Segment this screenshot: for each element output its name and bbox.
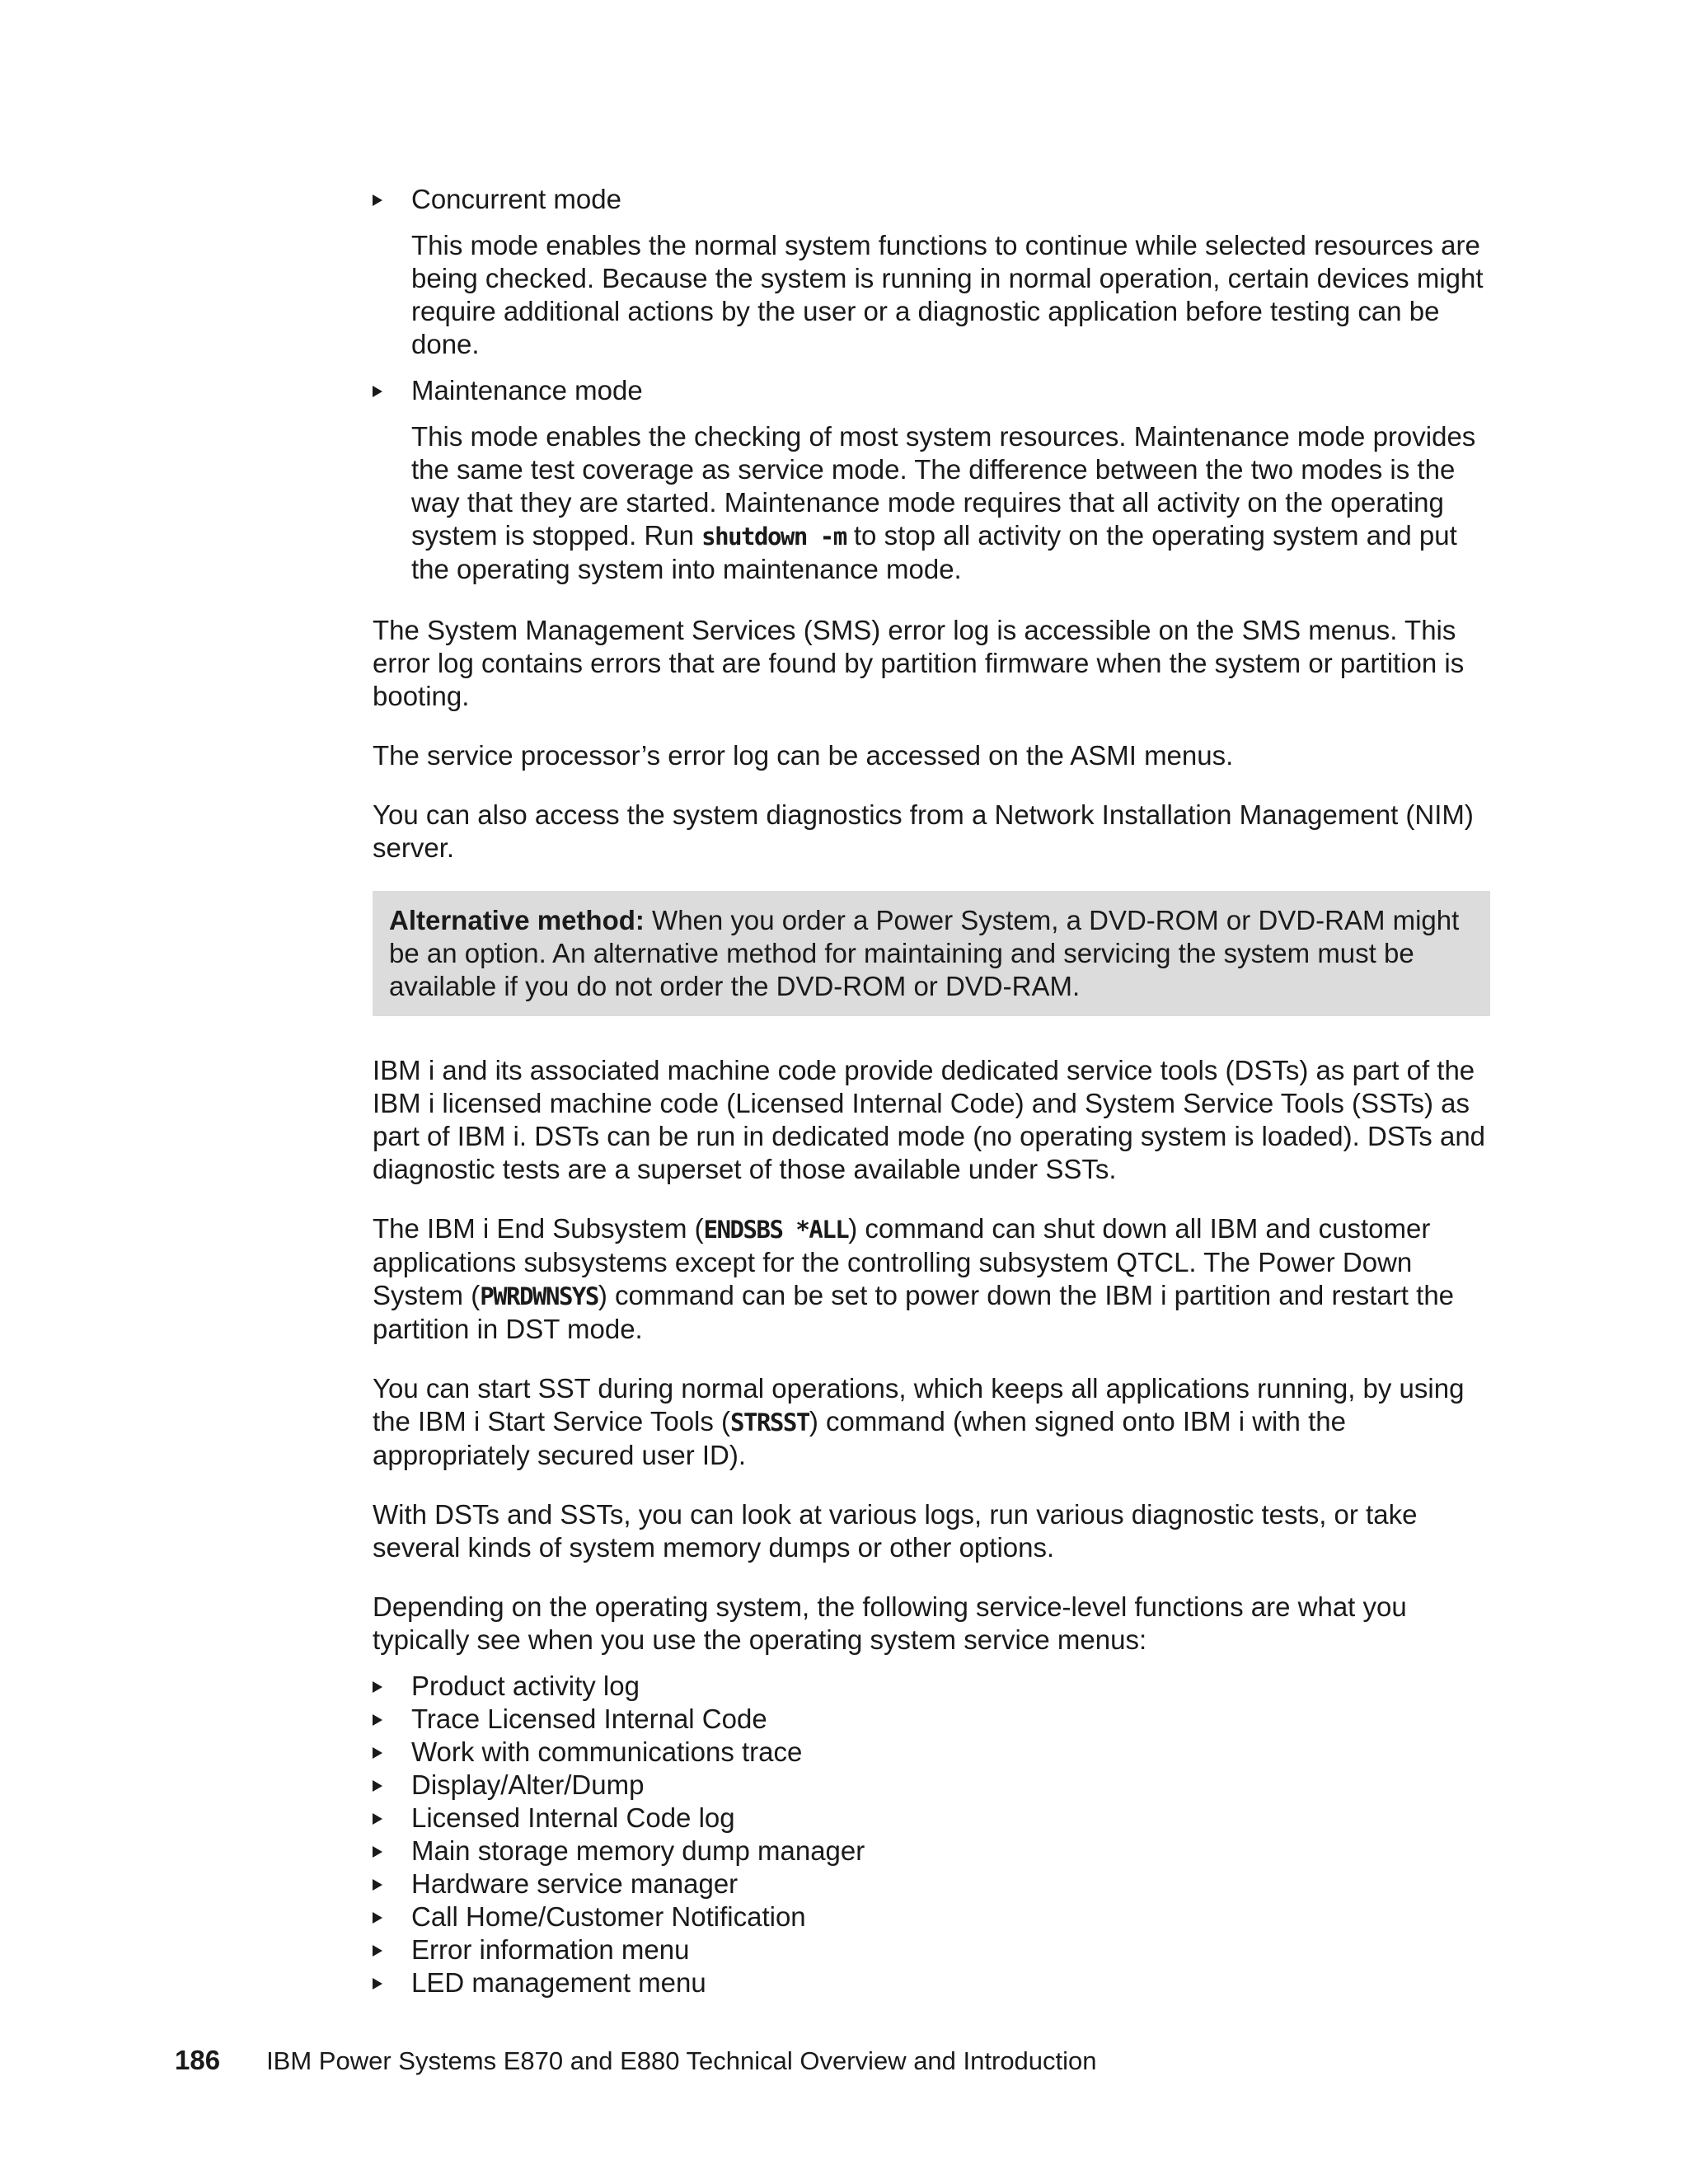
paragraph-ibmi: IBM i and its associated machine code provide dedicated service tools (DSTs) as part of the IBM i licensed machine code (Licensed Internal Code) and System Service Tools (SSTs) as part of IBM i. DSTs can be run in dedicated mode (no operating system is loaded). DSTs and diagnostic tests are a superset of those available under SSTs.: [373, 1055, 1486, 1184]
bullet-triangle-icon: [373, 1912, 382, 1924]
bullet-triangle-icon: [373, 386, 382, 397]
note-label: Alternative method:: [389, 905, 645, 935]
list-item-label: Error information menu: [411, 1934, 690, 1965]
bullet-triangle-icon: [373, 1813, 382, 1825]
text-segment: to stop all activity on the operating system and put the operating system into maintenance mode.: [411, 520, 1457, 584]
page-footer: [175, 2044, 1097, 2078]
inline-code: shutdown -m: [701, 523, 846, 551]
mode-description: This mode enables the normal system functions to continue while selected resources are being checked. Because the system is running in normal operation, certain devices might require additional actions by the user or a diagnostic application before testing can be done.: [411, 230, 1484, 359]
inline-code: ENDSBS *ALL: [703, 1216, 849, 1244]
bullet-item: [373, 183, 1490, 216]
paragraph-depending: Depending on the operating system, the following service-level functions are what you typically see when you use the operating system service menus:: [373, 1591, 1407, 1655]
text-segment: ) command can be set to power down the IBM i partition and restart the partition in DST mode.: [373, 1280, 1455, 1344]
book-title: IBM Power Systems E870 and E880 Technical Overview and Introduction: [266, 2046, 1097, 2075]
mode-concurrent: [373, 183, 1490, 361]
bullet-triangle-icon: [373, 1681, 382, 1693]
inline-code: STRSST: [730, 1408, 809, 1436]
list-item: [373, 1769, 1490, 1802]
inline-code: PWRDWNSYS: [480, 1282, 598, 1310]
note-text: When you order a Power System, a DVD-ROM or DVD-RAM might be an option. An alternative method for maintaining and servicing the system must be available if you do not order the DVD-ROM or DVD-RAM.: [389, 905, 1460, 1001]
list-item-label: Call Home/Customer Notification: [411, 1901, 806, 1932]
paragraph-strsst: [373, 1372, 1490, 1472]
text-segment: You can start SST during normal operations, which keeps all applications running, by using the IBM i Start Service Tools (: [373, 1373, 1465, 1436]
list-item-label: Trace Licensed Internal Code: [411, 1704, 767, 1734]
bullet-item: [373, 374, 1490, 407]
bullet-triangle-icon: [373, 1846, 382, 1858]
bullet-triangle-icon: [373, 1978, 382, 1990]
list-item: [373, 1900, 1490, 1933]
page-number: 186: [175, 2045, 221, 2075]
text-segment: ) command can shut down all IBM and customer applications subsystems except for the controlling subsystem QTCL. The Power Down System (: [373, 1213, 1431, 1310]
list-item: [373, 1703, 1490, 1736]
text-segment: The IBM i End Subsystem (: [373, 1213, 704, 1244]
bullet-triangle-icon: [373, 1714, 382, 1726]
list-item: [373, 1868, 1490, 1900]
paragraph-asmi: The service processor’s error log can be accessed on the ASMI menus.: [373, 740, 1234, 771]
list-item: [373, 1933, 1490, 1966]
mode-maintenance: [373, 374, 1490, 586]
text-segment: This mode enables the checking of most system resources. Maintenance mode provides the same test coverage as service mode. The difference between the two modes is the way that they are started. Maintenance mode requires that all activity on the operating system is stopped. Run: [411, 421, 1476, 551]
bullet-triangle-icon: [373, 1747, 382, 1759]
paragraph-nim: You can also access the system diagnostics from a Network Installation Management (NIM) server.: [373, 799, 1474, 863]
paragraph-sms: The System Management Services (SMS) error log is accessible on the SMS menus. This error log contains errors that are found by partition firmware when the system or partition is booting.: [373, 615, 1465, 711]
list-item-label: Work with communications trace: [411, 1736, 803, 1767]
mode-description: [373, 420, 1490, 586]
list-item-label: LED management menu: [411, 1967, 706, 1998]
bullet-triangle-icon: [373, 194, 382, 206]
mode-title: Concurrent mode: [411, 184, 621, 214]
paragraph-dst-sst: With DSTs and SSTs, you can look at various logs, run various diagnostic tests, or take several kinds of system memory dumps or other options.: [373, 1499, 1418, 1563]
paragraph-endsbs: [373, 1212, 1490, 1346]
list-item: [373, 1966, 1490, 1999]
bullet-triangle-icon: [373, 1780, 382, 1792]
mode-title: Maintenance mode: [411, 375, 643, 405]
list-item-label: Main storage memory dump manager: [411, 1835, 865, 1866]
bullet-triangle-icon: [373, 1945, 382, 1957]
list-item-label: Hardware service manager: [411, 1868, 738, 1899]
list-item: [373, 1802, 1490, 1835]
bullet-triangle-icon: [373, 1879, 382, 1891]
list-item-label: Display/Alter/Dump: [411, 1769, 645, 1800]
service-functions-list: [373, 1670, 1490, 1999]
page-body: [373, 183, 1490, 1999]
list-item: [373, 1835, 1490, 1868]
list-item: [373, 1736, 1490, 1769]
list-item-label: Product activity log: [411, 1671, 640, 1701]
note-box: [373, 891, 1490, 1016]
text-segment: ) command (when signed onto IBM i with the appropriately secured user ID).: [373, 1406, 1346, 1470]
list-item: [373, 1670, 1490, 1703]
list-item-label: Licensed Internal Code log: [411, 1802, 735, 1833]
